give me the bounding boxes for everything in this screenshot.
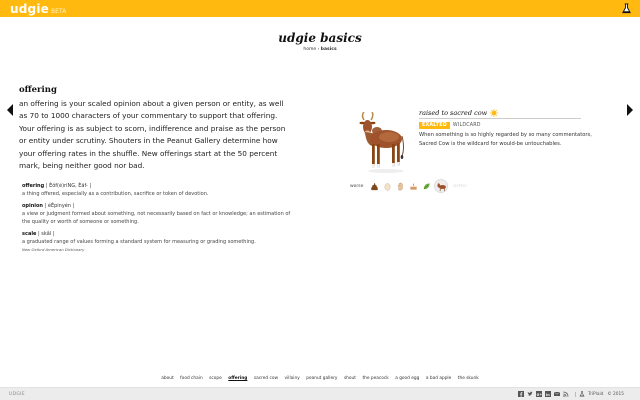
footer-right xyxy=(518,391,628,397)
breadcrumb-current: basics xyxy=(320,47,337,52)
footer-brand[interactable]: UDGIE xyxy=(9,392,25,397)
scale-better-label: better xyxy=(453,183,468,189)
labs-link[interactable]: TriPlaid xyxy=(588,391,604,397)
breadcrumb-separator: › xyxy=(316,47,321,52)
offering-intro xyxy=(19,85,291,172)
footer-link-about[interactable]: about xyxy=(161,376,174,381)
definition-word: offering xyxy=(22,183,45,189)
status-tags xyxy=(419,122,481,129)
googleplus-icon[interactable] xyxy=(536,391,542,397)
definition-entry xyxy=(22,231,294,253)
sun-star-icon xyxy=(490,109,498,117)
scale-worse-label: worse xyxy=(350,183,364,189)
svg-text:in: in xyxy=(545,391,550,397)
section-body: an offering is your scaled opinion about a given person or entity, as well as 70 to 1000 characters of your commentary to support that offering. Your offering is as subject to scorn, indifference and praise as the person or entity under scrutiny. Shouters in the Peanut Gallery determine how your offering rates in the shuffle. New offerings start at the 50 percent mark, being neither good nor bad. xyxy=(19,99,286,171)
hand-icon[interactable] xyxy=(395,181,406,192)
exalted-badge: EXALTED xyxy=(419,122,450,129)
divider xyxy=(575,392,576,397)
footer-link-sacred-cow[interactable]: sacred cow xyxy=(253,376,279,381)
sacred-cow-title: raised to sacred cow xyxy=(419,109,488,117)
divider xyxy=(419,118,581,119)
beta-badge: BETA xyxy=(50,7,67,15)
egg-icon[interactable] xyxy=(382,181,393,192)
definition-pronunciation: | Èôf(é)riNG, Èäf- | xyxy=(45,183,92,189)
previous-arrow-icon[interactable] xyxy=(7,104,13,116)
footer-link-the-peacock[interactable]: the peacock xyxy=(362,376,389,381)
definition-text: a view or judgment formed about something, not necessarily based on fact or knowledge; an estimation of the quality or worth of someone or something. xyxy=(22,210,291,225)
definition-entry xyxy=(22,183,294,199)
definition-entry xyxy=(22,203,294,227)
footer-nav xyxy=(0,376,640,381)
definition-word: scale xyxy=(22,230,37,237)
bottom-bar xyxy=(0,387,640,400)
footer-link-the-skunk[interactable]: the skunk xyxy=(457,376,479,381)
definition-text: a graduated range of values forming a standard system for measuring or grading something. xyxy=(22,238,256,245)
breadcrumb-home[interactable]: home xyxy=(303,47,317,52)
top-bar xyxy=(0,0,640,17)
opinion-scale xyxy=(350,179,467,193)
wildcard-label: WILDCARD xyxy=(452,123,481,128)
poop-icon[interactable] xyxy=(369,181,380,192)
cake-icon[interactable] xyxy=(408,181,419,192)
footer-link-shout[interactable]: shout xyxy=(343,376,356,381)
cow-icon[interactable] xyxy=(434,179,448,193)
twitter-icon[interactable] xyxy=(527,391,533,397)
definition-pronunciation: | éÈpinyén | xyxy=(44,202,75,209)
footer-link-villainy[interactable]: villainy xyxy=(284,376,300,381)
page-heading xyxy=(0,31,640,52)
rss-icon[interactable] xyxy=(563,391,569,397)
next-arrow-icon[interactable] xyxy=(627,104,633,116)
breadcrumb xyxy=(0,47,640,52)
flask-icon[interactable] xyxy=(579,391,585,397)
dictionary-definitions xyxy=(22,183,294,256)
page-title: udgie basics xyxy=(278,31,362,45)
sacred-cow-description: When something is so highly regarded by so many commentators, Sacred Cow is the wildcard for would-be untouchables. xyxy=(419,132,592,147)
linkedin-icon[interactable] xyxy=(545,391,551,397)
brand-name[interactable]: udgie xyxy=(10,1,49,16)
footer-link-peanut-gallery[interactable]: peanut gallery xyxy=(306,376,338,381)
definition-word: opinion xyxy=(22,202,43,209)
sacred-cow-image xyxy=(356,112,406,176)
definition-pronunciation: | skâl | xyxy=(38,230,55,237)
definition-source: New Oxford American Dictionary xyxy=(22,247,85,252)
sacred-cow-header xyxy=(419,109,498,117)
flask-icon[interactable] xyxy=(621,3,632,14)
definition-text: a thing offered, especially as a contribution, sacrifice or token of devotion. xyxy=(22,191,209,197)
section-title: offering xyxy=(19,85,57,95)
footer-link-food-chain[interactable]: food chain xyxy=(180,376,203,381)
footer-link-a-bad-apple[interactable]: a bad apple xyxy=(425,376,452,381)
footer-link-a-good-egg[interactable]: a good egg xyxy=(395,376,420,381)
leaf-icon[interactable] xyxy=(421,181,432,192)
facebook-icon[interactable] xyxy=(518,391,524,397)
footer-link-scope[interactable]: scope xyxy=(209,376,222,381)
svg-text:g+: g+ xyxy=(536,392,543,397)
mail-icon[interactable] xyxy=(554,391,560,397)
copyright: © 2015 xyxy=(607,391,624,397)
footer-link-offering[interactable]: offering xyxy=(228,376,248,381)
brand-logo[interactable] xyxy=(10,2,66,16)
